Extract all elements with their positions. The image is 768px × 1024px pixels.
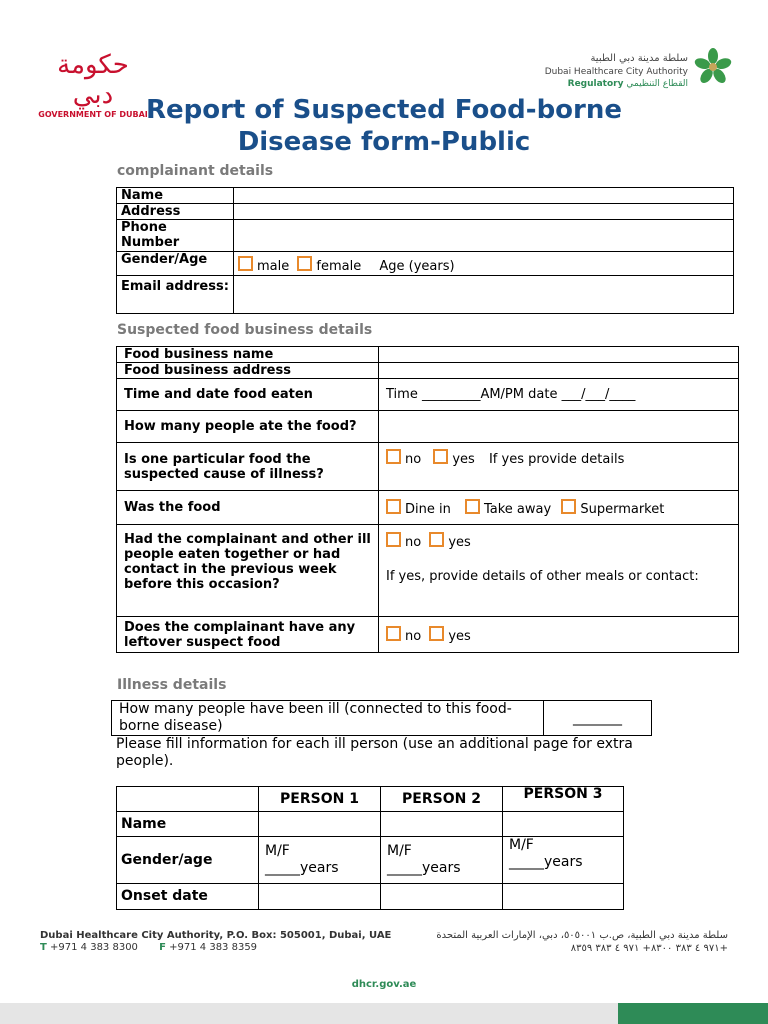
footer-phones-arabic: ٩٧١ ٤ ٣٨٣ ٨٣٠٠+ ٩٧١ ٤ ٣٨٣ ٨٣٥٩+ [570, 943, 728, 954]
female-checkbox[interactable] [297, 256, 312, 271]
leftover-label: Does the complainant have any leftover suspect food [117, 617, 379, 653]
gender-age-label: Gender/Age [117, 252, 234, 276]
supermarket-label: Supermarket [580, 501, 665, 517]
was-food-field [379, 491, 739, 525]
cause-no-checkbox[interactable] [386, 449, 401, 464]
fax-label: F [159, 942, 166, 953]
together-no-checkbox[interactable] [386, 532, 401, 547]
person-2-gender[interactable] [381, 837, 503, 884]
was-food-label: Was the food [117, 491, 379, 525]
ill-count-label: How many people have been ill (connected to this food-borne disease) [112, 701, 544, 736]
person-1-header: PERSON 1 [259, 787, 381, 812]
footer-website[interactable]: dhcr.gov.ae [351, 979, 417, 990]
dhca-star-icon [694, 48, 732, 86]
person-2-mf: M/F [387, 843, 412, 859]
ill-count-table [111, 700, 652, 736]
how-many-ate-field[interactable] [379, 411, 739, 443]
take-away-label: Take away [483, 501, 552, 517]
dine-in-checkbox[interactable] [386, 499, 401, 514]
person-1-mf: M/F [265, 843, 290, 859]
person-3-years: _____years [509, 854, 583, 870]
together-label: Had the complainant and other ill people eaten together or had contact in the previous week before this occasion? [117, 525, 379, 617]
leftover-yes-checkbox[interactable] [429, 626, 444, 641]
cause-field [379, 443, 739, 491]
person-2-header: PERSON 2 [381, 787, 503, 812]
time-date-label: Time and date food eaten [117, 379, 379, 411]
name-field[interactable] [234, 188, 734, 204]
person-2-onset[interactable] [381, 884, 503, 910]
person-1-gender[interactable] [259, 837, 381, 884]
person-2-name[interactable] [381, 812, 503, 837]
page-title [0, 94, 768, 158]
leftover-yes-label: yes [448, 628, 471, 644]
together-no-label: no [405, 535, 422, 550]
cause-no-label: no [405, 452, 422, 467]
business-name-field[interactable] [379, 347, 739, 363]
tel-number: +971 4 383 8300 [50, 942, 138, 953]
leftover-no-checkbox[interactable] [386, 626, 401, 641]
address-label: Address [117, 204, 234, 220]
fax-number: +971 4 383 8359 [169, 942, 258, 953]
email-field[interactable] [234, 276, 734, 314]
person-1-onset[interactable] [259, 884, 381, 910]
complainant-heading: complainant details [117, 163, 274, 179]
phone-label: Phone Number [117, 220, 234, 252]
dhca-regulatory: Regulatory [567, 79, 624, 89]
fill-instructions: Please fill information for each ill person (use an additional page for extra people). [116, 736, 633, 769]
cause-yes-checkbox[interactable] [433, 449, 448, 464]
footer-address: Dubai Healthcare City Authority, P.O. Box: 505001, Dubai, UAE [40, 930, 392, 941]
person-3-onset[interactable] [503, 884, 624, 910]
person-1-name[interactable] [259, 812, 381, 837]
business-address-label: Food business address [117, 363, 379, 379]
person-3-gender[interactable] [503, 837, 624, 884]
footer-phones [40, 942, 257, 953]
row-onset-label: Onset date [117, 884, 259, 910]
phone-field[interactable] [234, 220, 734, 252]
cause-yes-label: yes [452, 452, 475, 467]
together-yes-checkbox[interactable] [429, 532, 444, 547]
tel-label: T [40, 942, 47, 953]
time-date-field[interactable]: Time _________AM/PM date ___/___/____ [379, 379, 739, 411]
dhca-arabic-name: سلطة مدينة دبي الطبية [590, 53, 688, 64]
dhca-regulatory-arabic: القطاع التنظيمي [626, 79, 688, 89]
name-label: Name [117, 188, 234, 204]
illness-heading: Illness details [117, 677, 227, 693]
supermarket-checkbox[interactable] [561, 499, 576, 514]
age-label: Age (years) [379, 259, 455, 274]
ill-count-field[interactable]: _______ [544, 701, 652, 736]
female-label: female [316, 259, 362, 274]
gender-age-field [234, 252, 734, 276]
row-name-label: Name [117, 812, 259, 837]
business-name-label: Food business name [117, 347, 379, 363]
male-label: male [257, 259, 290, 274]
how-many-ate-label: How many people ate the food? [117, 411, 379, 443]
leftover-field [379, 617, 739, 653]
title-line-2: Disease form-Public [237, 127, 531, 157]
male-checkbox[interactable] [238, 256, 253, 271]
persons-header-blank [117, 787, 259, 812]
address-field[interactable] [234, 204, 734, 220]
business-address-field[interactable] [379, 363, 739, 379]
person-3-name[interactable] [503, 812, 624, 837]
cause-label: Is one particular food the suspected cause of illness? [117, 443, 379, 491]
together-field [379, 525, 739, 617]
leftover-no-label: no [405, 628, 422, 644]
person-3-mf: M/F [509, 837, 534, 853]
take-away-checkbox[interactable] [465, 499, 480, 514]
complainant-table [116, 187, 734, 314]
together-yes-label: yes [448, 535, 471, 550]
business-heading: Suspected food business details [117, 322, 373, 338]
person-3-header: PERSON 3 [503, 787, 624, 812]
dine-in-label: Dine in [405, 501, 451, 517]
row-gender-label: Gender/age [117, 837, 259, 884]
cause-details-label: If yes provide details [488, 452, 625, 467]
dhca-english-name: Dubai Healthcare City Authority [544, 67, 688, 77]
footer-address-arabic: سلطة مدينة دبي الطبية، ص.ب ٥٠٥٠٠١، دبي، الإمارات العربية المتحدة [436, 930, 728, 941]
gov-english-logo-text: GOVERNMENT OF DUBAI [38, 110, 148, 119]
person-1-years: _____years [265, 860, 339, 876]
business-table [116, 346, 739, 653]
title-line-1: Report of Suspected Food-borne [145, 95, 623, 125]
persons-table [116, 786, 624, 910]
footer-bar-accent [618, 1003, 768, 1024]
gov-arabic-logo-text: حكومة دبي [57, 50, 129, 110]
email-label: Email address: [117, 276, 234, 314]
together-details-label: If yes, provide details of other meals or contact: [386, 569, 699, 584]
person-2-years: _____years [387, 860, 461, 876]
